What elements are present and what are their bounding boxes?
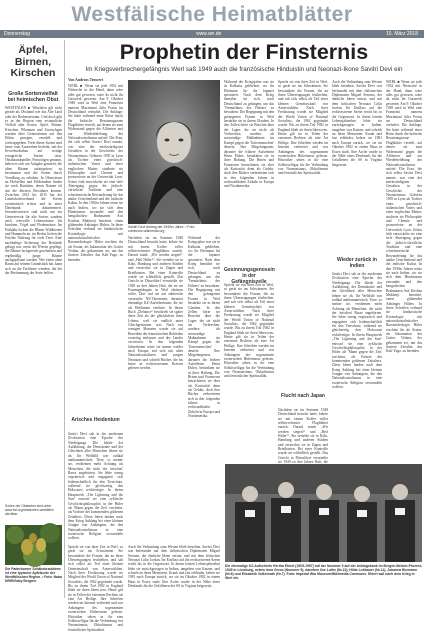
subhead-wieder-in-indien: Wieder zurück in Indien: [337, 257, 377, 269]
masthead-title: Westfälische Heimatblätter: [71, 3, 353, 26]
main-column-6: Auch die Verbindung zum Westen blieb bestehen. Savitri Devi war befreundet mit dem chilenischen Diplomaten Miguel Serrano, der ähnliche Ideen vertrat, und mit dem britischen Neonazi Colin Jordan. Ihr Einfluss auf die rechtsextreme Szene reicht bis in die Gegenwart. In ihrem letzten Lebensjahrzehnt lebte sie zurückgezogen in Indien, umgeben von Katzen, und schrieb an ihren Memoiren. Krank und fast erblindet, kehrte sie 1981 nach Europa zurück, wo sie im Oktober 1982 in einem Haus in Essex starb. Ihre Asche wurde in der Nähe eines Denkmals für die Gefallenen der SS in Virginia beigesetzt.: [332, 80, 382, 167]
main-column-5b: Nachdem sie im Sommer 1948 Deutschland besucht hatte, kehrte sie mit einem Koffer voller selbstverfasster Flugblätter zurück. Darauf stand: „Wir werden siegen!“ und „Heil Hitler!“. Sie verteilte sie in Köln, Hamburg und anderen Städten und versteckte sie in Zügen und Briefkästen. Bei einer Kontrolle wurde sie schließlich gestellt. Das Gericht in Düsseldorf verurteilte sie 1949 zu drei Jahren Haft, die: [278, 408, 328, 465]
left-photo-caption: Die Paderborner Schäbekrautbirne ist eine typische Apfelsorte der Westfälischen Region. • Foto: Naba NRW/Gaby Bergner: [5, 567, 62, 584]
dateline-website: www.wn.de: [196, 31, 222, 37]
masthead: [0, 0, 424, 30]
main-column-4b: Spricht sie von ihrer Zeit in Werl, so gerät sie ins Schwärmen. Sie bewunderte die Frauen, die an ihren Überzeugungen festhielten, und sah sich selbst als Teil einer kleinen Gemeinschaft von Auserwählten. Nach ihrer Freilassung wurde sie Mitglied der World Union of National Socialists, die 1962 gegründet wurde. Bis zu ihrem Tod 1982 in England blieb sie ihren Ideen treu. Heute gilt sie in Teilen der extremen Rechten als eine Art Heilige. Ihre Schriften werden im Internet verbreitet und von Anhängern des sogenannten esoterischen Hitlerismus gelesen. Historiker sehen in ihr eine Schlüsselfigur für die Verbindung von Neonazismus, Okkultismus und fernöstlicher Spiritualität.: [224, 283, 274, 379]
main-column-1: WERL ■ Wenn sie jede 1932 mit Nietzsche in der Hand, dann wäre alles gut gewesen, wäre da nicht ihr Gastwerk gewesen: Am 9. Oktober 1949 wird in Werl eine Französin namens Maximiani Julia Portas im Deutschland verhaftet. Die Anklage: Sie hatte während einer Reise durch die britische Besatzungszone Flugblätter verteilt, auf denen sie zum Widerstand gegen die Alliierten und zur Wiederbelebung des Nationalsozialismus aufrief. Die Frau, die sich selbst Savitri Devi nannte, war eine der merkwürdigsten Gestalten in der Geschichte des Neonazismus. Geboren 1905 in Lyon als Tochter eines griechisch-italienischen Vaters und einer englischen Mutter, studierte sie Philosophie und Chemie und promovierte an der Universität Lyon. Schon früh entwickelte sie eine tiefe Abneigung gegen die jüdisch-christliche Tradition und eine schwärmerische Bewunderung für das antike Griechenland und die indische Kultur. In den 1930er Jahren reiste sie nach Indien, wo sie sich dem Hinduismus zuwandte und den bengalischen Brahmanen Asit Krishna Mukherji heiratete, einen glühenden Anhänger Hitlers. In ihren Schriften verband sie hinduistische Kosmologie mit nationalsozialistischer Rassenideologie. Hitler erschien ihr als Avatar, als Inkarnation des Gottes Vishnu, der gekommen sei, um das finstere Zeitalter, das Kali-Yuga, zu beenden.: [68, 84, 123, 262]
trial-photo-caption: Die ehemalige KZ-Aufseherin Hertha Ehlert (1905-1997) mit der Nummer 9 auf der Anklagebank im Bergen-Belsen-Prozess 1945 in Lüneburg, neben Irma Grese (Nummer 9), daneben Ilse Lothe (Nr.10), Hilde Lohbauer (Nr.11), Johanna Bormann (Nr.6) und Elisabeth Volkenrath (Nr.7). Foto: Imperial War Museum/Wikimedia Commons. Ehlert saß nach dem Krieg in Werl ein.: [225, 564, 422, 581]
portrait-caption: Savitri Devi Anfang der 1940er Jahre. • Foto: commons.wikimedia.org: [128, 225, 196, 234]
left-article-text: WESTFALEN ■ Westfalen gilt nicht gerade als Obstland wie das Alte Land oder der Bodenseeraum. Und doch gibt es in der Region eine erstaunliche Vielfalt alter Sorten. Äpfel, Birnen, Kirschen, Pflaumen und Zwetschgen wurden über Generationen auf den Höfen gezogen, veredelt und weitergegeben. Viele dieser Sorten sind heute vom Aussterben bedroht, seit der Erwerbsobstbau auf wenige ertragreiche Sorten setzt. Obstbaumkundler, Pomologen genannt, haben es sich zur Aufgabe gemacht, die alten Bäume aufzuspüren, zu bestimmen und die Sorten durch Veredlung zu erhalten. In Obstwiesen an Hofstellen und Feldrändern finden sie noch Raritäten, deren Namen oft nur die ältesten Bewohner kennen. Zwischen 2012 bis 2015 hat der Landschaftsverband die Sorten systematisch erfasst und in einer Datenbank dokumentiert. Streuobstwiesen sind nicht nur ein Genreservoir für alte Sorten, sondern auch wertvolle Lebensräume für Insekten, Vögel und Fledermäuse. Im Frühjahr locken die Blüten Wildbienen und Hummeln an, im Herbst liefern die Früchte Nahrung für viele Tiere. Eine nachhaltige Sicherung der Bestände gelingt nur, wenn die Wiesen gepflegt, die Bäume fachgerecht geschnitten und regelmäßig junge Bäume nachgepflanzt werden. Wer einen alten Baum auf seinem Grundstück hat, kann sich an die Fachleute wenden, die bei der Bestimmung der Sorte helfen.: [5, 106, 62, 276]
dateline-day: Donnerstag: [4, 31, 30, 37]
left-article-note: Sorten der Obstarten sind unter www.lwl.org/obstsorten-westfalen abrufbar.: [5, 504, 54, 517]
left-article-title: Äpfel, Birnen, Kirschen: [10, 44, 56, 79]
main-column-4: Während der Kriegsjahre war sie in Kalkutta geblieben, wo ihr Ehemann für die Japaner spionierte. Nach dem Krieg bemühte sie sich, nach Deutschland zu gelangen, um das 'Vermächtnis des Führers' zu bewahren. Die Begegnung mit den gefangenen Frauen in Werl bestärkte sie in ihrem Glauben. In den Zellen hörte sie Berichte über die Lager, die sie nicht als Verbrechen, sondern als notwendige Maßnahmen im Kampf gegen die 'Untermenschen' deutete. Ihre Mitgefangenen, darunter die frühere Aufseherin Herta Ehlert, bestärkten sie in ihrer Haltung. Die Briten und Franzosen betrachteten sie eher als Kuriosität denn als Gefahr, doch ihre Bücher verbreiteten sich in den folgenden Jahren in rechtsradikalen Zirkeln in Europa und Nordamerika.: [224, 80, 274, 189]
main-column-1b: Savitri Devi sah in der modernen Zivilisation eine Epoche des Niedergangs. Die Ideale der Aufklärung, der Demokratie und der Gleichheit aller Menschen lehnte sie ab. Ihr Weltbild war radikal antihumanistisch: Tiere, so meinte sie, verdienten mehr Achtung als Menschen, die nicht der 'arischen' Rasse angehörten. Sie lebte streng vegetarisch und engagierte sich leidenschaftlich für den Tierschutz, während sie gleichzeitig den Holocaust rechtfertigte. In ihrem Hauptwerk „The Lightning and the Sun“ entwarf sie eine zyklische Geschichtsphilosophie, in der Hitler als 'Mann gegen die Zeit' erscheint, als Vorbote des kommenden goldenen Zeitalters. Diese Ideen fanden nach dem Krieg Anklang bei einer kleinen Gruppe von Anhängern, die den Nationalsozialismus in eine esoterische Religion verwandeln wollten.: [68, 432, 123, 541]
subhead-gesinnungsgenossin: Gesinnungsgenossin in der Gefängniszelle: [224, 267, 275, 285]
main-column-2: Nachdem sie im Sommer 1948 Deutschland besucht hatte, kehrte sie mit einem Koffer voller selbstverfasster Flugblätter zurück. Darauf stand: „Wir werden siegen!“ und „Heil Hitler!“. Sie verteilte sie in Köln, Hamburg und anderen Städten und versteckte sie in Zügen und Briefkästen. Bei einer Kontrolle wurde sie schließlich gestellt. Das Gericht in Düsseldorf verurteilte sie 1949 zu drei Jahren Haft, die sie im Frauengefängnis in Werl absitzen sollte. Dort traf sie auf zahlreiche verurteilte NS-Täterinnen, darunter ehemalige KZ-Aufseherinnen, die sie als Heldinnen verehrte. In ihrem Buch „Defiance“ beschrieb sie später diese Zeit als die glücklichste ihres Lebens, weil sie endlich unter Gleichgesinnten war. Nach nur wenigen Monaten wurde sie auf Betreiben der französischen Behörden vorzeitig entlassen und des Landes verwiesen. In den folgenden Jahrzehnten reiste sie immer wieder nach Europa, traf sich mit alten Nationalsozialisten und jungen Neonazis und schrieb Bücher, die bis heute in rechtsextremen Kreisen gelesen werden.: [128, 236, 183, 371]
main-subtitle: Im Kriegsverbrechergefängnis Werl saß 1949 auch die französische Hinduistin und Neonazi-Ikone Savitri Devi ein: [85, 66, 403, 73]
dateline-date: 15. März 2018: [386, 31, 418, 37]
main-title: Prophetin der Finsternis: [119, 40, 369, 64]
subhead-flucht-nach-japan: Flucht nach Japan: [281, 393, 325, 399]
byline: Von Andreas Tenwert: [68, 78, 104, 82]
main-column-5: Spricht sie von ihrer Zeit in Werl, so gerät sie ins Schwärmen. Sie bewunderte die Frauen, die an ihren Überzeugungen festhielten, und sah sich selbst als Teil einer kleinen Gemeinschaft von Auserwählten. Nach ihrer Freilassung wurde sie Mitglied der World Union of National Socialists, die 1962 gegründet wurde. Bis zu ihrem Tod 1982 in England blieb sie ihren Ideen treu. Heute gilt sie in Teilen der extremen Rechten als eine Art Heilige. Ihre Schriften werden im Internet verbreitet und von Anhängern des sogenannten esoterischen Hitlerismus gelesen. Historiker sehen in ihr eine Schlüsselfigur für die Verbindung von Neonazismus, Okkultismus und fernöstlicher Spiritualität.: [278, 80, 328, 176]
column-divider: [64, 40, 65, 598]
main-column-6b: Savitri Devi sah in der modernen Zivilisation eine Epoche des Niedergangs. Die Ideale der Aufklärung, der Demokratie und der Gleichheit aller Menschen lehnte sie ab. Ihr Weltbild war radikal antihumanistisch: Tiere, so meinte sie, verdienten mehr Achtung als Menschen, die nicht der 'arischen' Rasse angehörten. Sie lebte streng vegetarisch und engagierte sich leidenschaftlich für den Tierschutz, während sie gleichzeitig den Holocaust rechtfertigte. In ihrem Hauptwerk „The Lightning and the Sun“ entwarf sie eine zyklische Geschichtsphilosophie, in der Hitler als 'Mann gegen die Zeit' erscheint, als Vorbote des kommenden goldenen Zeitalters. Diese Ideen fanden nach dem Krieg Anklang bei einer kleinen Gruppe von Anhängern, die den Nationalsozialismus in eine esoterische Religion verwandeln wollten.: [332, 272, 382, 389]
main-column-3: Während der Kriegsjahre war sie in Kalkutta geblieben, wo ihr Ehemann für die Japaner spionierte. Nach dem Krieg bemühte sie sich, nach Deutschland zu gelangen, um das 'Vermächtnis des Führers' zu bewahren. Die Begegnung mit den gefangenen Frauen in Werl bestärkte sie in ihrem Glauben. In den Zellen hörte sie Berichte über die Lager, die sie nicht als Verbrechen, sondern als notwendige Maßnahmen im Kampf gegen die 'Untermenschen' deutete. Ihre Mitgefangenen, darunter die frühere Aufseherin Herta Ehlert, bestärkten sie in ihrer Haltung. Die Briten und Franzosen betrachteten sie eher als Kuriosität denn als Gefahr, doch ihre Bücher verbreiteten sich in den folgenden Jahren in rechtsradikalen Zirkeln in Europa und Nordamerika.: [188, 236, 220, 419]
trial-group-photo: [225, 464, 422, 562]
pear-photo: [5, 525, 62, 565]
subhead-arisches-heidentum: Arisches Heidentum: [71, 417, 120, 423]
main-column-bottom: Auch die Verbindung zum Westen blieb bestehen. Savitri Devi war befreundet mit dem chilenischen Diplomaten Miguel Serrano, der ähnliche Ideen vertrat, und mit dem britischen Neonazi Colin Jordan. Ihr Einfluss auf die rechtsextreme Szene reicht bis in die Gegenwart. In ihrem letzten Lebensjahrzehnt lebte sie zurückgezogen in Indien, umgeben von Katzen, und schrieb an ihren Memoiren. Krank und fast erblindet, kehrte sie 1981 nach Europa zurück, wo sie im Oktober 1982 in einem Haus in Essex starb. Ihre Asche wurde in der Nähe eines Denkmals für die Gefallenen der SS in Virginia beigesetzt.: [128, 545, 220, 589]
left-article-subtitle: Große Sortenvielfalt bei heimischen Obst: [7, 91, 59, 103]
savitri-devi-portrait: [128, 80, 220, 224]
dateline-bar: [0, 30, 424, 38]
main-column-7: WERL ■ Wenn sie jede 1932 mit Nietzsche in der Hand, dann wäre alles gut gewesen, wäre da nicht ihr Gastwerk gewesen: Am 9. Oktober 1949 wird in Werl eine Französin namens Maximiani Julia Portas im Deutschland verhaftet. Die Anklage: Sie hatte während einer Reise durch die britische Besatzungszone Flugblätter verteilt, auf denen sie zum Widerstand gegen die Alliierten und zur Wiederbelebung des Nationalsozialismus aufrief. Die Frau, die sich selbst Savitri Devi nannte, war eine der merkwürdigsten Gestalten in der Geschichte des Neonazismus. Geboren 1905 in Lyon als Tochter eines griechisch-italienischen Vaters und einer englischen Mutter, studierte sie Philosophie und Chemie und promovierte an der Universität Lyon. Schon früh entwickelte sie eine tiefe Abneigung gegen die jüdisch-christliche Tradition und eine schwärmerische Bewunderung für das antike Griechenland und die indische Kultur. In den 1930er Jahren reiste sie nach Indien, wo sie sich dem Hinduismus zuwandte und den bengalischen Brahmanen Asit Krishna Mukherji heiratete, einen glühenden Anhänger Hitlers. In ihren Schriften verband sie hinduistische Kosmologie mit nationalsozialistischer Rassenideologie. Hitler erschien ihr als Avatar, als Inkarnation des Gottes Vishnu, der gekommen sei, um das finstere Zeitalter, das Kali-Yuga, zu beenden.: [386, 80, 422, 354]
main-column-bottom-left: Spricht sie von ihrer Zeit in Werl, so gerät sie ins Schwärmen. Sie bewunderte die Frauen, die an ihren Überzeugungen festhielten, und sah sich selbst als Teil einer kleinen Gemeinschaft von Auserwählten. Nach ihrer Freilassung wurde sie Mitglied der World Union of National Socialists, die 1962 gegründet wurde. Bis zu ihrem Tod 1982 in England blieb sie ihren Ideen treu. Heute gilt sie in Teilen der extremen Rechten als eine Art Heilige. Ihre Schriften werden im Internet verbreitet und von Anhängern des sogenannten esoterischen Hitlerismus gelesen. Historiker sehen in ihr eine Schlüsselfigur für die Verbindung von Neonazismus, Okkultismus und fernöstlicher Spiritualität.: [68, 545, 123, 632]
